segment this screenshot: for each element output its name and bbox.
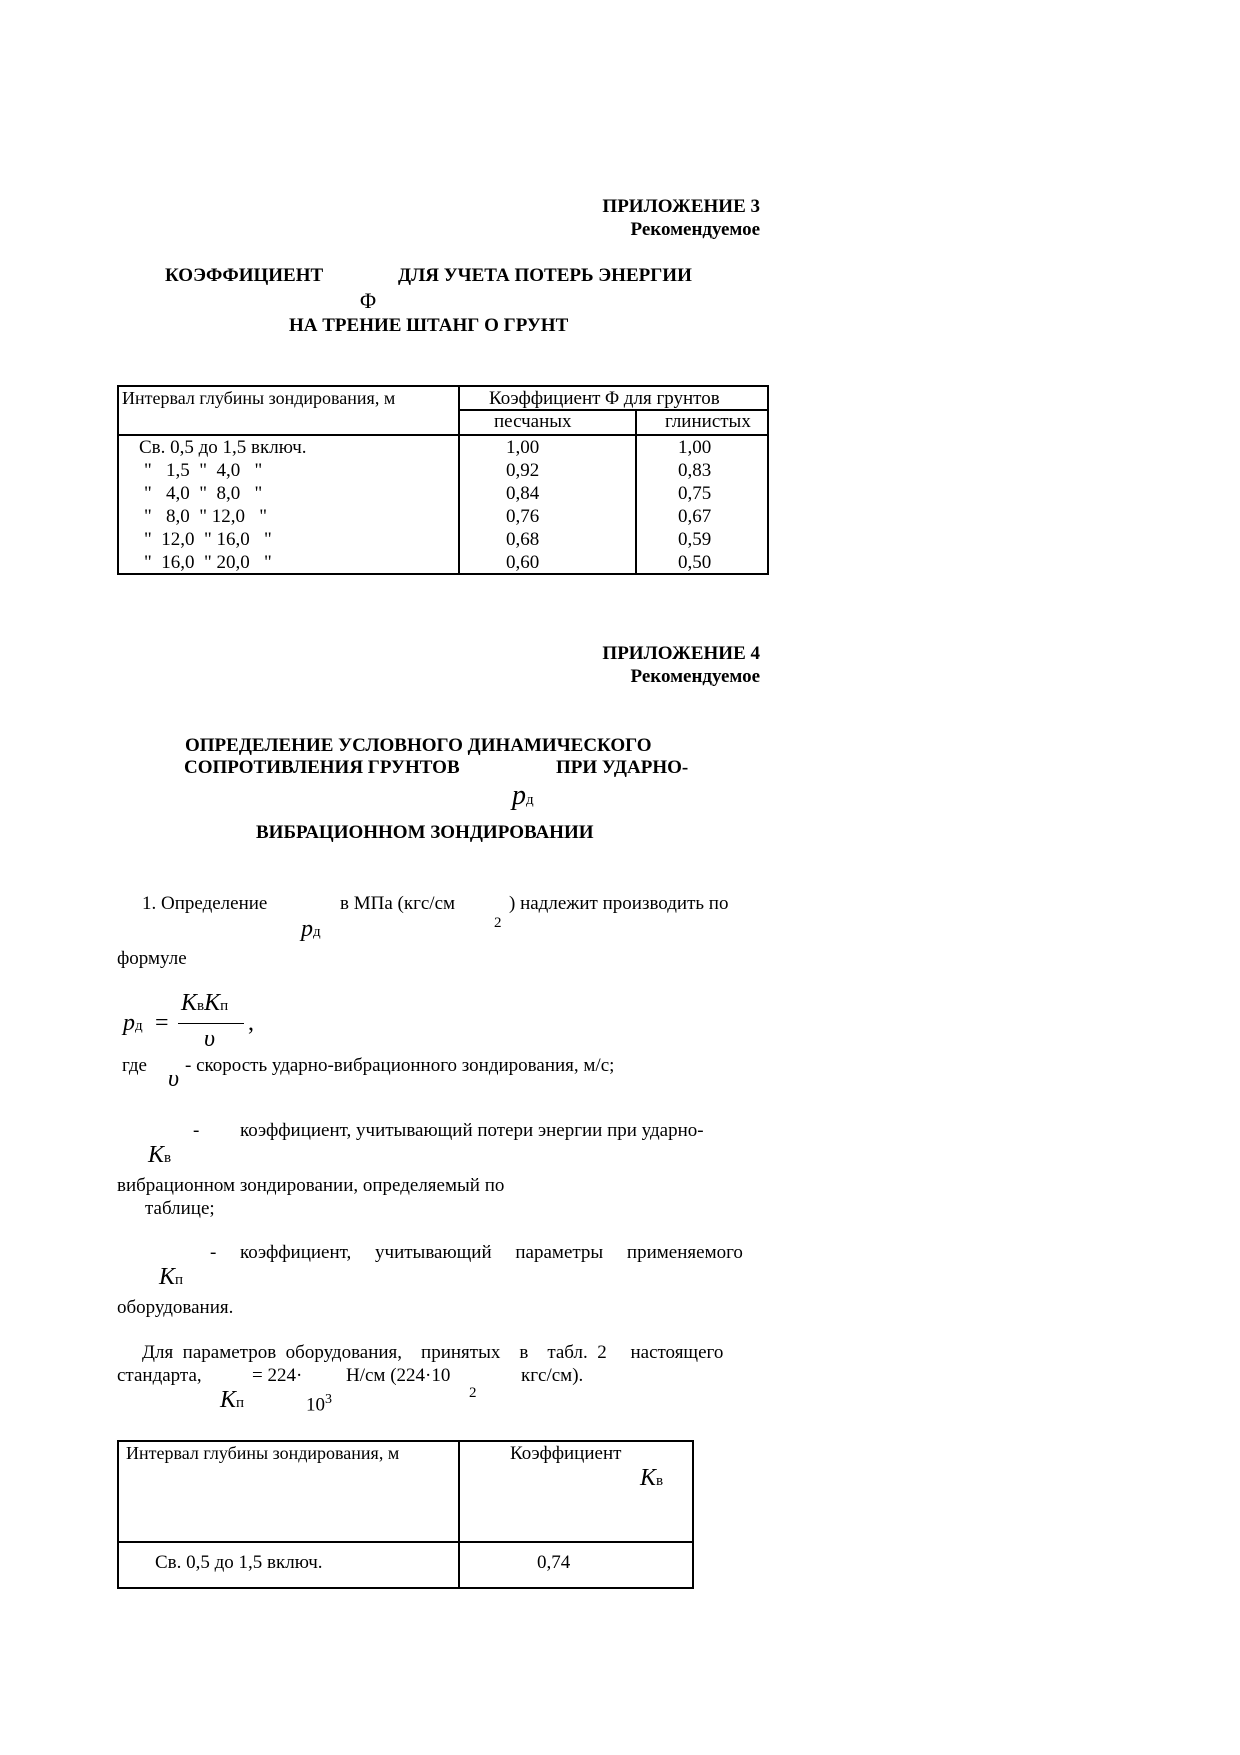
friction-coefficient-table — [117, 385, 769, 575]
fraction-bar — [178, 1023, 244, 1024]
appendix3-title-part2: ДЛЯ УЧЕТА ПОТЕРЬ ЭНЕРГИИ — [398, 265, 692, 286]
kp-description-line2: оборудования. — [117, 1297, 234, 1318]
table-row-sandy: 0,68 — [506, 529, 540, 550]
pd-symbol: pд — [512, 780, 534, 811]
table-row-clay: 1,00 — [678, 437, 712, 458]
velocity-symbol: υ — [168, 1066, 180, 1092]
para2-text-e: кгс/см). — [521, 1365, 584, 1386]
table-subheader-sandy: песчаных — [494, 411, 572, 432]
appendix4-title-line2a: СОПРОТИВЛЕНИЯ ГРУНТОВ — [184, 757, 460, 778]
kv-coefficient-table — [117, 1440, 694, 1589]
para2-text-b: стандарта, — [117, 1365, 202, 1386]
para1-text-c: ) надлежит производить по — [509, 893, 729, 914]
table-row-interval: " 12,0 " 16,0 " — [144, 529, 272, 550]
formula-denominator: υ — [204, 1026, 216, 1052]
table-row-interval: Св. 0,5 до 1,5 включ. — [155, 1552, 323, 1573]
para2-text-c: = 224· — [252, 1365, 303, 1386]
appendix4-title-line2b: ПРИ УДАРНО- — [556, 757, 689, 778]
table-row-sandy: 0,60 — [506, 552, 540, 573]
table-row-interval: " 16,0 " 20,0 " — [144, 552, 272, 573]
para1-text-b: в МПа (кгс/см — [340, 893, 456, 914]
kv-symbol: Kв — [640, 1465, 664, 1491]
para2-text-d: Н/см (224·10 — [346, 1365, 451, 1386]
table-divider — [119, 1541, 692, 1543]
appendix4-status: Рекомендуемое — [630, 666, 760, 687]
kv-dash: - — [193, 1120, 200, 1141]
table-row-clay: 0,75 — [678, 483, 712, 504]
appendix4-title-line1: ОПРЕДЕЛЕНИЕ УСЛОВНОГО ДИНАМИЧЕСКОГО — [185, 735, 652, 756]
para1-text-a: 1. Определение — [142, 893, 268, 914]
appendix3-title-part1: КОЭФФИЦИЕНТ — [165, 265, 324, 286]
appendix3-heading: ПРИЛОЖЕНИЕ 3 — [602, 196, 760, 217]
table-row-clay: 0,50 — [678, 552, 712, 573]
para1-text-d: формуле — [117, 948, 187, 969]
velocity-description: - скорость ударно-вибрационного зондирования, м/с; — [185, 1055, 615, 1076]
table-row-value: 0,74 — [537, 1552, 571, 1573]
kp-dash: - — [210, 1242, 217, 1263]
appendix3-status: Рекомендуемое — [630, 219, 760, 240]
phi-symbol: Φ — [360, 288, 377, 313]
table-divider — [458, 387, 460, 573]
para2-superscript: 2 — [469, 1385, 477, 1401]
kv-description: коэффициент, учитывающий потери энергии при ударно- — [240, 1120, 704, 1141]
table-row-clay: 0,67 — [678, 506, 712, 527]
table-divider — [458, 1442, 460, 1587]
table-header-coefficient: Коэффициент — [510, 1443, 622, 1464]
table-row-clay: 0,59 — [678, 529, 712, 550]
formula-comma: , — [248, 1010, 254, 1036]
table-row-clay: 0,83 — [678, 460, 712, 481]
where-label: где — [122, 1055, 147, 1076]
table-subheader-clay: глинистых — [665, 411, 751, 432]
appendix4-title-line3: ВИБРАЦИОННОМ ЗОНДИРОВАНИИ — [256, 822, 594, 843]
kp-symbol: Kп — [220, 1387, 245, 1413]
table-row-interval: " 1,5 " 4,0 " — [144, 460, 263, 481]
table-row-sandy: 0,76 — [506, 506, 540, 527]
table-header-coefficient: Коэффициент Φ для грунтов — [489, 388, 720, 409]
table-row-interval: " 4,0 " 8,0 " — [144, 483, 263, 504]
para1-superscript: 2 — [494, 915, 502, 931]
pd-symbol: pд — [301, 916, 321, 942]
table-row-interval: " 8,0 " 12,0 " — [144, 506, 268, 527]
table-row-interval: Св. 0,5 до 1,5 включ. — [139, 437, 307, 458]
para2-text-a: Для параметров оборудования, принятых в табл. 2 настоящего — [142, 1342, 724, 1363]
kp-description: коэффициент, учитывающий параметры применяемого — [240, 1242, 743, 1263]
formula-lhs: pд — [123, 1010, 143, 1036]
kv-symbol: Kв — [148, 1142, 172, 1168]
kv-description-line3: таблице; — [145, 1198, 215, 1219]
appendix4-heading: ПРИЛОЖЕНИЕ 4 — [602, 643, 760, 664]
table-row-sandy: 1,00 — [506, 437, 540, 458]
table-divider — [119, 434, 767, 436]
kp-symbol: Kп — [159, 1264, 184, 1290]
table-row-sandy: 0,92 — [506, 460, 540, 481]
formula-equals: = — [155, 1010, 169, 1036]
power-of-ten: $10^3$ — [306, 1392, 332, 1416]
table-header-interval: Интервал глубины зондирования, м — [126, 1443, 400, 1463]
kv-description-line2: вибрационном зондировании, определяемый по — [117, 1175, 505, 1196]
table-row-sandy: 0,84 — [506, 483, 540, 504]
appendix3-title-line2: НА ТРЕНИЕ ШТАНГ О ГРУНТ — [289, 315, 569, 336]
formula-numerator: KвKп — [181, 990, 229, 1016]
table-header-interval: Интервал глубины зондирования, м — [122, 388, 396, 408]
